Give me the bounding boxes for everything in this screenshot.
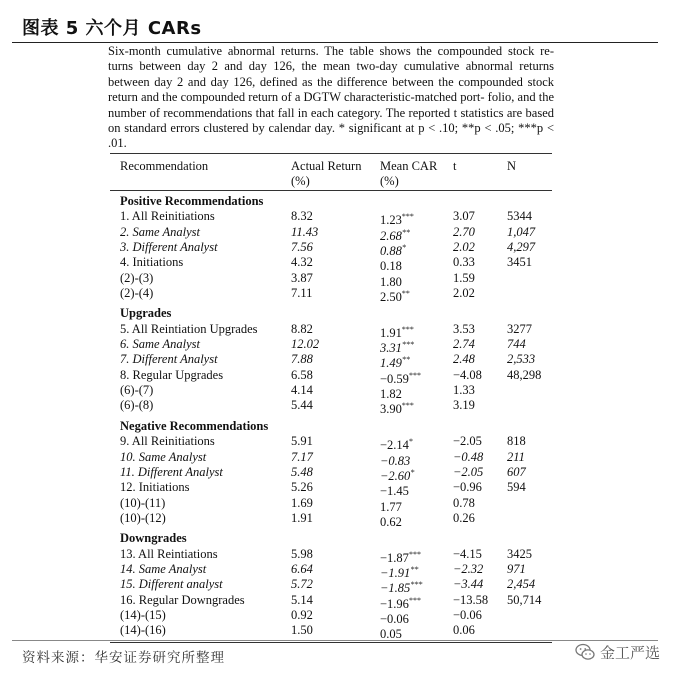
mean-car-cell-value: −0.59 [380, 371, 409, 386]
t-stat-cell-value: 2.48 [453, 352, 475, 367]
table-row [110, 434, 552, 453]
row-label-value: 11. Different Analyst [120, 464, 223, 479]
actual-return-cell [291, 511, 313, 526]
actual-return-cell [291, 322, 313, 337]
actual-return-cell-value: 5.72 [291, 577, 313, 592]
table-section [110, 301, 552, 417]
n-cell [507, 562, 526, 577]
t-stat-cell-value: 3.53 [453, 321, 475, 336]
mean-car-cell-value: 0.62 [380, 515, 402, 530]
mean-car-cell-value: 1.23 [380, 213, 402, 228]
actual-return-cell [291, 398, 313, 413]
t-stat-cell [453, 209, 475, 224]
t-stat-cell-value: −0.06 [453, 607, 482, 622]
n-cell [507, 352, 535, 367]
t-stat-cell [453, 434, 482, 449]
actual-return-cell-value: 7.11 [291, 286, 313, 301]
mean-car-cell-value: 3.90 [380, 402, 402, 417]
row-label [120, 465, 223, 480]
table-row [110, 480, 552, 499]
row-label-value: (2)-(3) [120, 270, 154, 285]
significance-stars: ** [401, 289, 410, 299]
t-stat-cell [453, 368, 482, 383]
caption-line: t statistics are based on standard errors clustered by calendar day. * significant at [108, 105, 554, 136]
row-label [120, 496, 165, 511]
n-cell [507, 368, 541, 383]
section-heading: Downgrades [120, 531, 187, 546]
row-label [120, 623, 166, 638]
n-cell [507, 240, 535, 255]
t-stat-cell [453, 450, 483, 465]
header-actual-return-unit: (%) [291, 174, 310, 188]
actual-return-cell-value: 7.88 [291, 352, 313, 367]
actual-return-cell [291, 593, 313, 608]
t-stat-cell-value: −0.96 [453, 480, 482, 495]
wechat-icon [575, 643, 595, 661]
row-label-value: (2)-(4) [120, 286, 154, 301]
row-label-value: 14. Same Analyst [120, 561, 207, 576]
n-cell-value: 48,298 [507, 367, 542, 382]
row-label [120, 577, 223, 592]
actual-return-cell-value: 0.92 [291, 607, 313, 622]
actual-return-cell [291, 255, 313, 270]
t-stat-cell [453, 398, 475, 413]
t-stat-cell-value: 1.59 [453, 270, 475, 285]
mean-car-cell-value: −1.91 [380, 566, 411, 581]
row-label-value: 4. Initiations [120, 255, 184, 270]
header-mean-car-unit: (%) [380, 174, 399, 188]
t-stat-cell [453, 623, 475, 638]
mean-car-cell-value: −1.87 [380, 550, 409, 565]
t-stat-cell [453, 465, 483, 480]
actual-return-cell [291, 547, 313, 562]
table-row [110, 464, 552, 483]
n-cell [507, 577, 535, 592]
figure-title: 图表 5 六个月 CARs [22, 18, 202, 39]
caption-line: stock return and the compounded return of a DGTW characteristic-matched port- [108, 74, 554, 105]
actual-return-cell [291, 450, 313, 465]
row-label [120, 337, 200, 352]
actual-return-cell [291, 271, 313, 286]
n-cell-value: 971 [507, 561, 526, 576]
t-stat-cell [453, 577, 483, 592]
n-cell-value: 1,047 [507, 224, 536, 239]
table-section [110, 526, 552, 642]
row-label [120, 286, 153, 301]
n-cell [507, 322, 532, 337]
car-table [110, 153, 552, 645]
header-mean-car [380, 159, 437, 189]
significance-stars: *** [408, 370, 421, 380]
row-label-value: 15. Different analyst [120, 577, 223, 592]
mean-car-cell-value: −2.14 [380, 438, 409, 453]
t-stat-cell-value: −4.08 [453, 367, 482, 382]
actual-return-cell-value: 8.32 [291, 209, 313, 224]
t-stat-cell [453, 225, 475, 240]
n-cell-value: 3277 [507, 321, 532, 336]
row-label [120, 240, 218, 255]
t-stat-cell-value: −4.15 [453, 546, 482, 561]
n-cell-value: 2,533 [507, 352, 536, 367]
table-section [110, 414, 552, 530]
actual-return-cell-value: 5.14 [291, 592, 313, 607]
actual-return-cell-value: 6.58 [291, 367, 313, 382]
section-heading-row [110, 531, 552, 546]
n-cell-value: 3425 [507, 546, 532, 561]
n-cell [507, 465, 526, 480]
row-label-value: 6. Same Analyst [120, 337, 200, 352]
row-label-value: 2. Same Analyst [120, 224, 200, 239]
caption-line: turns between day 2 and day 126, the mean two-day cumulative abnormal returns [108, 59, 554, 74]
t-stat-cell [453, 480, 482, 495]
t-stat-cell [453, 271, 475, 286]
actual-return-cell [291, 434, 313, 449]
n-cell-value: 2,454 [507, 577, 536, 592]
actual-return-cell-value: 5.48 [291, 464, 313, 479]
row-label [120, 511, 166, 526]
actual-return-cell [291, 286, 312, 301]
actual-return-cell-value: 4.32 [291, 255, 313, 270]
actual-return-cell [291, 480, 313, 495]
table-header [110, 154, 552, 190]
t-stat-cell-value: −3.44 [453, 577, 484, 592]
table-row [110, 546, 552, 565]
t-stat-cell-value: 0.78 [453, 495, 475, 510]
row-label [120, 209, 215, 224]
t-stat-cell-value: 0.33 [453, 255, 475, 270]
actual-return-cell [291, 368, 313, 383]
table-row [110, 561, 552, 581]
t-stat-cell [453, 322, 475, 337]
actual-return-cell-value: 7.17 [291, 449, 313, 464]
row-label-value: 5. All Reintiation Upgrades [120, 321, 258, 336]
title-divider [12, 42, 658, 43]
mean-car-cell-value: 0.18 [380, 259, 402, 274]
section-heading: Positive Recommendations [120, 194, 264, 208]
row-label-value: (14)-(16) [120, 623, 166, 638]
n-cell [507, 209, 532, 224]
n-cell-value: 5344 [507, 209, 532, 224]
table-row [110, 270, 552, 289]
n-cell-value: 211 [507, 449, 525, 464]
actual-return-cell-value: 11.43 [291, 224, 319, 239]
table-row [110, 398, 552, 417]
t-stat-cell-value: 2.70 [453, 224, 475, 239]
actual-return-cell [291, 608, 313, 623]
table-row [110, 383, 552, 402]
t-stat-cell-value: 3.19 [453, 398, 475, 413]
significance-stars: *** [401, 212, 414, 222]
significance-stars: *** [401, 401, 414, 411]
table-row [110, 449, 552, 468]
significance-stars: ** [410, 564, 419, 574]
actual-return-cell-value: 3.87 [291, 270, 313, 285]
actual-return-cell [291, 383, 313, 398]
significance-stars: ** [401, 227, 410, 237]
header-actual-return [291, 159, 361, 189]
mean-car-cell-value: −2.60 [380, 469, 411, 483]
row-label [120, 398, 153, 413]
mean-car-cell-value: 3.31 [380, 341, 402, 356]
mean-car-cell-value: −1.45 [380, 484, 409, 499]
row-label [120, 434, 215, 449]
actual-return-cell-value: 5.91 [291, 434, 313, 449]
section-heading: Negative Recommendations [120, 418, 269, 433]
row-label-value: 10. Same Analyst [120, 449, 207, 464]
significance-stars: *** [410, 580, 423, 590]
mean-car-cell-value: 0.05 [380, 627, 402, 642]
row-label [120, 383, 153, 398]
actual-return-cell-value: 7.56 [291, 240, 313, 255]
row-label-value: 9. All Reinitiations [120, 434, 215, 449]
significance-stars: ** [401, 355, 410, 365]
row-label-value: (10)-(12) [120, 510, 166, 525]
mean-car-cell-value: −1.96 [380, 596, 409, 611]
section-heading-row [110, 194, 552, 209]
t-stat-cell-value: −0.48 [453, 449, 484, 464]
row-label-value: (10)-(11) [120, 495, 166, 510]
table-row [110, 367, 552, 386]
row-label-value: 16. Regular Downgrades [120, 592, 245, 607]
table-row [110, 337, 552, 356]
table-caption [108, 44, 554, 152]
row-label [120, 368, 223, 383]
table-row [110, 286, 552, 305]
row-label [120, 255, 183, 270]
mean-car-cell-value: 2.68 [380, 228, 402, 243]
footer-divider [12, 640, 658, 641]
actual-return-cell [291, 352, 313, 367]
n-cell [507, 225, 535, 240]
mean-car-cell-value: 0.88 [380, 244, 402, 259]
t-stat-cell [453, 286, 475, 301]
t-stat-cell [453, 547, 482, 562]
actual-return-cell-value: 4.14 [291, 383, 313, 398]
table-row [110, 607, 552, 627]
t-stat-cell-value: −2.32 [453, 561, 484, 576]
t-stat-cell [453, 255, 475, 270]
row-label [120, 593, 245, 608]
significance-stars: *** [408, 549, 421, 559]
row-label-value: (14)-(15) [120, 607, 166, 622]
n-cell-value: 744 [507, 337, 526, 352]
t-stat-cell [453, 608, 482, 623]
brand-name: 金工严选 [600, 643, 661, 662]
t-stat-cell [453, 593, 488, 608]
actual-return-cell-value: 5.26 [291, 480, 313, 495]
mean-car-cell-value: −0.83 [380, 453, 411, 468]
row-label-value: (6)-(7) [120, 383, 154, 398]
caption-line: folio, and the number of recommendations that fall in each category. The reported [108, 90, 555, 120]
actual-return-cell [291, 225, 318, 240]
header-mean-car-label: Mean CAR [380, 159, 438, 173]
header-n: N [507, 159, 517, 173]
t-stat-cell-value: 2.74 [453, 337, 475, 352]
actual-return-cell [291, 337, 319, 352]
section-heading-row [110, 419, 552, 434]
row-label [120, 352, 218, 367]
significance-stars: * [401, 243, 406, 253]
significance-stars: *** [401, 340, 414, 350]
actual-return-cell-value: 5.98 [291, 546, 313, 561]
significance-stars: *** [401, 324, 414, 334]
brand-badge [575, 640, 660, 664]
mean-car-cell-value: 1.77 [380, 499, 402, 514]
mean-car-cell-value: 1.49 [380, 356, 402, 371]
actual-return-cell-value: 12.02 [291, 337, 320, 352]
actual-return-cell [291, 562, 313, 577]
actual-return-cell [291, 623, 313, 638]
actual-return-cell-value: 1.50 [291, 623, 313, 638]
mean-car-cell-value: 2.50 [380, 290, 402, 305]
n-cell [507, 255, 532, 270]
row-label [120, 271, 153, 286]
n-cell [507, 593, 541, 608]
mean-car-cell-value: 1.82 [380, 387, 402, 402]
t-stat-cell-value: 0.26 [453, 510, 475, 525]
table-row [110, 495, 552, 514]
header-recommendation: Recommendation [120, 159, 209, 173]
row-label-value: 12. Initiations [120, 480, 190, 495]
n-cell-value: 4,297 [507, 240, 536, 255]
t-stat-cell [453, 240, 475, 255]
t-stat-cell-value: −2.05 [453, 464, 484, 479]
actual-return-cell [291, 209, 313, 224]
t-stat-cell-value: 3.07 [453, 209, 475, 224]
t-stat-cell [453, 383, 475, 398]
source-note: 资料来源：华安证券研究所整理 [22, 650, 225, 666]
mean-car-cell-value: −1.85 [380, 581, 411, 596]
mean-car-cell-value: 1.80 [380, 274, 402, 289]
row-label-value: 8. Regular Upgrades [120, 367, 224, 382]
table-row [110, 255, 552, 274]
header-t: t [453, 159, 457, 173]
row-label-value: 1. All Reinitiations [120, 209, 215, 224]
t-stat-cell-value: −2.05 [453, 434, 482, 449]
actual-return-cell-value: 1.91 [291, 510, 313, 525]
actual-return-cell [291, 240, 313, 255]
header-actual-return-label: Actual Return [291, 159, 362, 173]
actual-return-cell-value: 6.64 [291, 561, 313, 576]
t-stat-cell-value: −13.58 [453, 592, 489, 607]
row-label-value: 3. Different Analyst [120, 240, 218, 255]
n-cell-value: 50,714 [507, 592, 542, 607]
n-cell-value: 594 [507, 480, 526, 495]
n-cell-value: 818 [507, 434, 526, 449]
t-stat-cell [453, 511, 475, 526]
significance-stars: * [410, 467, 415, 477]
row-label [120, 608, 166, 623]
n-cell-value: 607 [507, 464, 526, 479]
table-row [110, 240, 552, 259]
row-label-value: 7. Different Analyst [120, 352, 218, 367]
significance-stars: *** [408, 595, 421, 605]
t-stat-cell [453, 337, 475, 352]
row-label [120, 450, 206, 465]
t-stat-cell [453, 562, 483, 577]
actual-return-cell [291, 465, 313, 480]
caption-line: p < .10; **p < .05; ***p < .01. [108, 121, 555, 151]
table-row [110, 224, 552, 243]
row-label-value: 13. All Reintiations [120, 546, 218, 561]
significance-stars: * [408, 437, 413, 447]
actual-return-cell [291, 496, 313, 511]
t-stat-cell [453, 496, 475, 511]
n-cell [507, 434, 526, 449]
row-label [120, 562, 206, 577]
mean-car-cell-value: 1.91 [380, 325, 402, 340]
table-row [110, 623, 552, 642]
caption-line: Six-month cumulative abnormal returns. The table shows the compounded stock re- [108, 44, 554, 58]
actual-return-cell [291, 577, 313, 592]
table-row [110, 577, 552, 596]
n-cell [507, 480, 526, 495]
row-label [120, 480, 189, 495]
table-body [110, 194, 552, 643]
row-label [120, 322, 257, 337]
n-cell [507, 337, 526, 352]
t-stat-cell-value: 2.02 [453, 240, 475, 255]
table-row [110, 592, 552, 611]
t-stat-cell-value: 0.06 [453, 623, 475, 638]
section-heading-row [110, 306, 552, 321]
row-label-value: (6)-(8) [120, 398, 154, 413]
actual-return-cell-value: 5.44 [291, 398, 313, 413]
n-cell-value: 3451 [507, 255, 532, 270]
actual-return-cell-value: 8.82 [291, 321, 313, 336]
t-stat-cell [453, 352, 475, 367]
n-cell [507, 547, 532, 562]
caption-line: between day 2 and day 126, defined as the difference between the compounded [108, 74, 523, 89]
table-row [110, 510, 552, 530]
table-row [110, 352, 552, 371]
t-stat-cell-value: 2.02 [453, 286, 475, 301]
table-row [110, 321, 552, 340]
row-label [120, 225, 200, 240]
row-label [120, 547, 218, 562]
mean-car-cell-value: −0.06 [380, 612, 409, 627]
table-section [110, 194, 552, 305]
section-heading: Upgrades [120, 306, 172, 321]
table-row [110, 209, 552, 228]
actual-return-cell-value: 1.69 [291, 495, 313, 510]
t-stat-cell-value: 1.33 [453, 383, 475, 398]
n-cell [507, 450, 525, 465]
